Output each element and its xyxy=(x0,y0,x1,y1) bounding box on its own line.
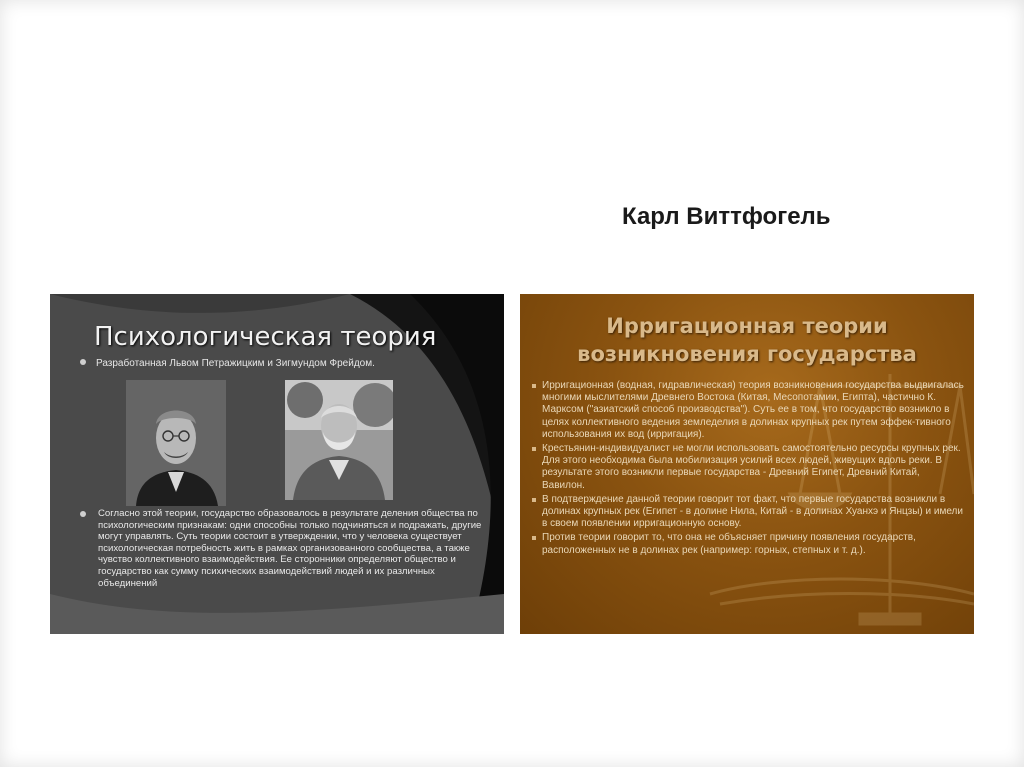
square-bullet-icon xyxy=(532,498,536,502)
bullet-dot-icon xyxy=(80,359,86,365)
bullet-dot-icon xyxy=(80,511,86,517)
left-slide-bullet-1 xyxy=(80,358,490,369)
freud-portrait xyxy=(285,380,393,500)
right-slide-title-line-2: возникновения государства xyxy=(577,342,917,366)
list-item xyxy=(532,380,964,441)
right-slide-title-line-1: Ирригационная теории xyxy=(606,314,888,338)
square-bullet-icon xyxy=(532,447,536,451)
list-item xyxy=(532,532,964,556)
list-item-text: Против теории говорит то, что она не объясняет причину появления государств, расположенных не в долинах рек (например: горных, степных и т. д.). xyxy=(542,532,916,556)
caption-title: Карл Виттфогель xyxy=(622,203,831,230)
list-item-text: В подтверждение данной теории говорит тот факт, что первые государства возникли в долинах крупных рек (Египет - в долине Нила, Китай - в долинах Хуанхэ и Янцзы) и имели в своем появлении ирригационную основу. xyxy=(542,493,963,530)
left-slide-bullet-2-text: Согласно этой теории, государство образовалось в результате деления общества по психологическим признакам: одни способны только подчиняться и подражать, другие могут управлять. Суть теории состоит в утверждении, что у человека существует психологическая потребность жить в рамках организованного сообщества, а также чувство коллективного взаимодействия. Ее сторонники определяют общество и государство как сумму психических взаимодействий людей и их различных объединений xyxy=(98,508,482,589)
petrazhitsky-portrait xyxy=(126,380,226,506)
left-slide-bullet-2 xyxy=(80,508,488,589)
left-slide-title: Психологическая теория xyxy=(94,322,437,352)
right-slide-title xyxy=(520,312,974,368)
list-item xyxy=(532,494,964,531)
list-item-text: Ирригационная (водная, гидравлическая) теория возникновения государства выдвигалась многими мыслителями Древнего Востока (Китая, Месопотамии, Египта), частично К. Марксом ("азиатский способ производства"). Суть ее в том, что государство возникло в целях коллективного ведения земледелия в долинах крупных рек путем эффек-тивного использования их вод (ирригация). xyxy=(542,380,964,440)
right-slide-list xyxy=(532,380,964,559)
list-item-text: Крестьянин-индивидуалист не могли использовать самостоятельно ресурсы крупных рек. Для этого необходима была мобилизация усилий всех людей, живущих вдоль реки. В результате этого возникли первые государства - Древний Египет, Древний Китай, Вавилон. xyxy=(542,443,961,491)
left-slide-image xyxy=(50,294,504,634)
right-slide-image xyxy=(520,294,974,634)
list-item xyxy=(532,443,964,492)
square-bullet-icon xyxy=(532,384,536,388)
left-slide-bullet-1-text: Разработанная Львом Петражицким и Зигмундом Фрейдом. xyxy=(96,358,375,369)
square-bullet-icon xyxy=(532,536,536,540)
